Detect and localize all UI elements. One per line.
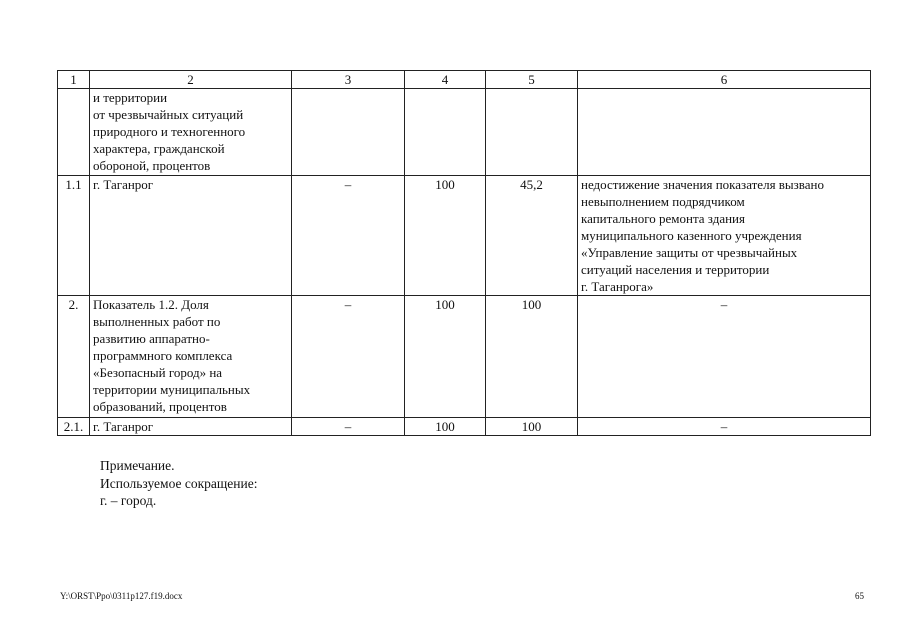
indicator-name: г. Таганрог (90, 418, 292, 436)
table-header-row (58, 71, 871, 89)
header-cell-5: 5 (486, 71, 578, 89)
header-cell-1: 1 (58, 71, 90, 89)
row-number: 2. (58, 296, 90, 418)
value-col-5: 100 (486, 418, 578, 436)
indicator-name: Показатель 1.2. Доля выполненных работ по развитию аппаратно- программного комплекса «Безопасный город» на территории муниципальных образований, процентов (90, 296, 292, 418)
value-col-4 (405, 89, 486, 176)
table-row (58, 176, 871, 296)
footer-file-path: Y:\ORST\Ppo\0311p127.f19.docx (60, 591, 183, 601)
note-abbreviation: г. – город. (100, 493, 157, 508)
header-cell-6: 6 (578, 71, 871, 89)
value-col-5: 45,2 (486, 176, 578, 296)
indicator-name: г. Таганрог (90, 176, 292, 296)
comment-col-6: – (578, 418, 871, 436)
value-col-4: 100 (405, 296, 486, 418)
header-cell-4: 4 (405, 71, 486, 89)
note-abbreviation-heading: Используемое сокращение: (100, 475, 258, 491)
table-row (58, 89, 871, 176)
header-cell-3: 3 (292, 71, 405, 89)
header-cell-2: 2 (90, 71, 292, 89)
value-col-3 (292, 89, 405, 176)
value-col-4: 100 (405, 176, 486, 296)
row-number: 2.1. (58, 418, 90, 436)
row-number (58, 89, 90, 176)
note-block (100, 457, 258, 510)
value-col-3: – (292, 176, 405, 296)
note-title: Примечание. (100, 458, 175, 473)
comment-col-6: – (578, 296, 871, 418)
value-col-5: 100 (486, 296, 578, 418)
page-number: 65 (855, 591, 864, 601)
comment-col-6: недостижение значения показателя вызвано невыполнением подрядчиком капитального ремонта здания муниципального казенного учреждения «Управление защиты от чрезвычайных ситуаций населения и территории г. Таганрога» (578, 176, 871, 296)
report-table (57, 70, 871, 436)
table-row (58, 296, 871, 418)
value-col-3: – (292, 418, 405, 436)
row-number: 1.1 (58, 176, 90, 296)
value-col-4: 100 (405, 418, 486, 436)
indicator-name: и территории от чрезвычайных ситуаций природного и техногенного характера, гражданской обороной, процентов (90, 89, 292, 176)
comment-col-6 (578, 89, 871, 176)
table-row (58, 418, 871, 436)
value-col-5 (486, 89, 578, 176)
value-col-3: – (292, 296, 405, 418)
